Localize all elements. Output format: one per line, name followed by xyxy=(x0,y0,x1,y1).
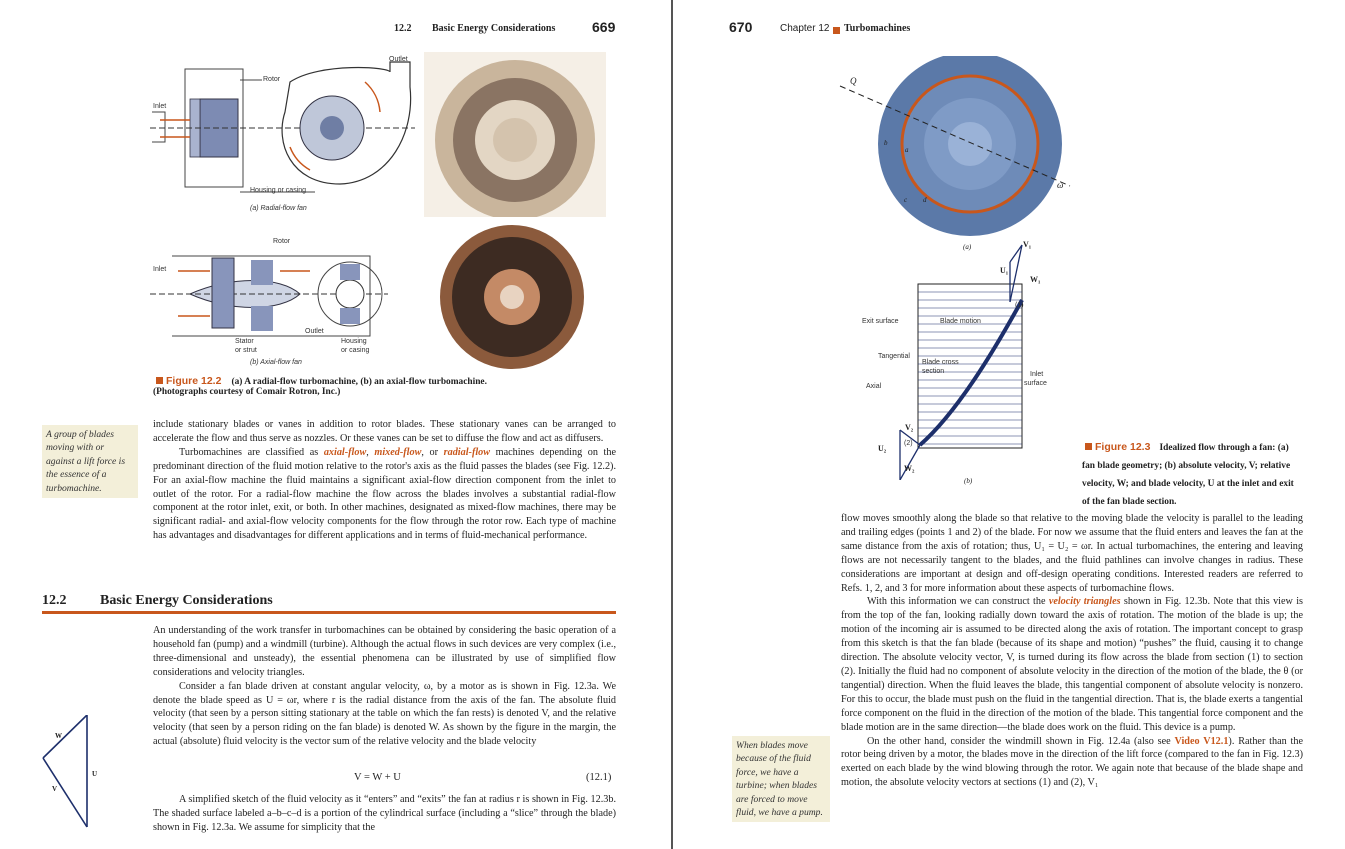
label-v2: V₂ xyxy=(905,423,914,432)
section-number: 12.2 xyxy=(42,593,67,608)
label-section-1: (1) xyxy=(1015,302,1024,309)
figure-12-3-caption-text: Idealized flow through a fan: (a) fan blade geometry; (b) absolute velocity, V; relative velocity, W; and blade velocity, U at the inlet and exit of the fan blade section. xyxy=(1082,443,1294,507)
paragraph-velocity-triangles xyxy=(841,595,1303,734)
label-axial-outlet: Outlet xyxy=(305,328,324,335)
section-rule xyxy=(42,611,616,614)
label-inlet-1: Inlet xyxy=(1030,371,1044,378)
text-run: machines depending on the predominant direction of the fluid motion relative to the rotor's axis as the fluid passes the blades (see Fig. 12.2). For an axial-flow machine the fluid maintains a significant axial-flow direction component from the inlet to outlet of the rotor. For a radial-flow machine the flow across the blades involves a substantial radial-flow component at the rotor inlet, exit, or both. In other machines, designated as mixed-flow machines, there may be significant radial- and axial-flow velocity components for the flow through the rotor row. Each type of machine has advantages and disadvantages for different applications and in terms of fluid-mechanical performance. xyxy=(153,446,617,542)
text-run: , or xyxy=(421,446,444,458)
label-axial-housing: Housing xyxy=(341,338,367,345)
triangle-label-w: W xyxy=(55,732,62,740)
paragraph: Consider a fan blade driven at constant angular velocity, ω, by a motor as is shown in Fig. 12.3a. We denote the blade speed as U = ωr, where r is the radial distance from the axis of the fan. The absolute fluid velocity (that seen by a person sitting stationary at the table on which the fan rests) is denoted V, and the relative velocity (that seen by a person riding on the fan blade) is denoted W. As shown by the figure in the margin, the actual (absolute) fluid velocity is the vector sum of the relative velocity and the blade velocity xyxy=(153,680,616,748)
label-tangential: Tangential xyxy=(878,353,910,360)
figure-marker xyxy=(1085,443,1092,450)
figure-12-3-caption xyxy=(1082,437,1294,509)
left-text-block-2 xyxy=(153,624,616,749)
equation: V = W + U xyxy=(354,772,401,783)
label-rotor: Rotor xyxy=(263,76,281,83)
label-w1: W₁ xyxy=(1030,275,1041,284)
paragraph: An understanding of the work transfer in turbomachines can be obtained by considering the basic operation of a household fan (pump) and a windmill (turbine). Although the actual flows in such devices are very complex (i.e., three-dimensional and unsteady), the essential phenomena can be illustrated by use of simplified flow considerations and velocity triangles. xyxy=(153,625,616,678)
margin-velocity-triangle xyxy=(35,715,100,835)
label-w2: W₂ xyxy=(904,464,915,473)
label-outlet: Outlet xyxy=(389,56,408,63)
label-section: section xyxy=(922,368,945,375)
margin-note-lift-force: A group of blades moving with or against a lift force is the essence of a turbomachine. xyxy=(42,425,138,498)
triangle-label-u: U xyxy=(92,770,98,778)
keyword-mixed-flow: mixed-flow xyxy=(374,446,422,458)
text-run: On the other hand, consider the windmill shown in Fig. 12.4a (also see xyxy=(867,735,1175,747)
text-run: ). Rather than the rotor being driven by a motor, the blades move in the direction of the lift force (compared to the fan in Fig. 12.3) exerted on each blade by the wind blowing through the rotor. We again note that because of the blade shape and motion, the absolute velocity vectors at sections (1) and (2), V₁ xyxy=(841,735,1303,789)
label-inlet-2: surface xyxy=(1024,380,1047,387)
label-omega: ω xyxy=(1057,180,1064,190)
text-run: , xyxy=(366,446,375,458)
header-square xyxy=(833,27,840,34)
text-run: With this information we can construct the xyxy=(867,596,1049,608)
page-number-right: 670 xyxy=(729,19,753,35)
label-exit-surface: Exit surface xyxy=(862,318,899,325)
label-inlet: Inlet xyxy=(153,103,167,110)
header-chapter: Chapter 12 xyxy=(780,23,830,34)
right-text-block xyxy=(841,512,1303,790)
text-run: shown in Fig. 12.3b. Note that this view is from the top of the fan, looking radially down toward the axis of rotation. The motion of the blade is up; the motion of the incoming air is assumed to be directed along the axis of rotation. The important concept to grasp from this sketch is that the fan blade (because of its shape and motion) “pushes” the fluid, causing it to change direction. The absolute velocity vector, V, is turned during its flow across the blade from section (1) to section (2). Initially the fluid had no component of absolute velocity in the direction of the motion of the blade, the θ (or tangential) direction. When the fluid leaves the blade, this tangential component of absolute velocity is nonzero. For this to occur, the blade must push on the fluid in the tangential direction. That is, the blade exerts a tangential force component on the fluid in the direction of the motion of the blade. This tangential force component and the blade motion are in the same direction—the blade does work on the fluid. This device is a pump. xyxy=(841,596,1304,733)
keyword-radial-flow: radial-flow xyxy=(443,446,491,458)
label-section-2: (2) xyxy=(904,440,913,447)
paragraph-classification xyxy=(153,446,616,543)
label-housing: Housing or casing xyxy=(250,187,307,194)
label-blade-cross: Blade cross xyxy=(922,359,959,366)
axial-fan-photo xyxy=(425,222,600,372)
margin-note-turbine-pump: When blades move because of the fluid force, we have a turbine; when blades are forced to move fluid, we have a pump. xyxy=(732,736,830,822)
caption-a: (a) xyxy=(963,243,972,251)
label-axial: Axial xyxy=(866,383,882,390)
label-u2: U₂ xyxy=(878,444,887,453)
figure-12-3-label: Figure 12.3 xyxy=(1095,441,1151,453)
keyword-velocity-triangles: velocity triangles xyxy=(1048,596,1121,608)
label-strut: or strut xyxy=(235,347,257,354)
paragraph: flow moves smoothly along the blade so that relative to the moving blade the velocity is parallel to the leading and trailing edges (points 1 and 2) of the blade. For now we assume that the fluid enters and leaves the fan at the same distance from the axis of rotation; thus, U₁ = U₂ = ωr. In actual turbomachines, the entering and leaving flows are not necessarily tangent to the blades, and the fluid pathlines can involve changes in radius. These considerations are important at design and off-design operating conditions. Interested readers are referred to Refs. 1, 2, and 3 for more information about these aspects of turbomachine flows. xyxy=(841,513,1303,594)
radial-fan-photo xyxy=(424,52,606,217)
caption-axial: (b) Axial-flow fan xyxy=(250,359,302,366)
caption-b: (b) xyxy=(964,477,973,485)
header-section-number: 12.2 xyxy=(394,23,412,34)
label-axial-rotor: Rotor xyxy=(273,238,291,245)
text-run: Turbomachines are classified as xyxy=(179,446,324,458)
label-stator: Stator xyxy=(235,338,254,345)
left-text-block-1 xyxy=(153,418,616,543)
page-spine xyxy=(671,0,673,849)
left-text-block-3 xyxy=(153,793,616,835)
header-marker xyxy=(830,21,843,39)
label-axial-inlet: Inlet xyxy=(153,266,167,273)
label-v1: V₁ xyxy=(1023,240,1032,249)
label-b: b xyxy=(884,139,888,147)
label-axial-casing: or casing xyxy=(341,347,370,354)
label-a: a xyxy=(905,146,909,154)
paragraph: A simplified sketch of the fluid velocity as it “enters” and “exits” the fan at radius r is shown in Fig. 12.3b. The shaded surface labeled a–b–c–d is a portion of the cylindrical surface (including a “slice” through the blade) shown in Fig. 12.3a. We assume for simplicity that the xyxy=(153,794,616,833)
equation-number: (12.1) xyxy=(586,772,612,783)
triangle-label-v: V xyxy=(52,785,58,793)
figure-12-2-caption-text: (a) A radial-flow turbomachine, (b) an axial-flow turbomachine. xyxy=(231,377,487,387)
header-section-title: Basic Energy Considerations xyxy=(432,23,556,34)
label-blade-motion: Blade motion xyxy=(940,318,981,325)
figure-marker xyxy=(156,377,163,384)
paragraph: include stationary blades or vanes in addition to rotor blades. These stationary vanes can be arranged to accelerate the flow and thus serve as nozzles. Or these vanes can be set to diffuse the flow and act as diffusers. xyxy=(153,419,616,444)
page-number-left: 669 xyxy=(592,19,616,35)
figure-12-2-credit: (Photographs courtesy of Comair Rotron, Inc.) xyxy=(153,387,341,397)
paragraph-windmill xyxy=(841,735,1303,791)
label-c: c xyxy=(904,196,908,204)
label-d: d xyxy=(923,196,927,204)
fan-blade-geometry xyxy=(830,56,1080,246)
section-title: Basic Energy Considerations xyxy=(100,593,273,608)
label-q: Q xyxy=(850,76,857,86)
header-chapter-title: Turbomachines xyxy=(844,23,911,34)
figure-12-2-label: Figure 12.2 xyxy=(166,375,222,387)
caption-radial: (a) Radial-flow fan xyxy=(250,205,307,212)
keyword-axial-flow: axial-flow xyxy=(323,446,367,458)
label-u1: U₁ xyxy=(1000,266,1009,275)
video-link[interactable]: Video V12.1 xyxy=(1174,735,1229,747)
